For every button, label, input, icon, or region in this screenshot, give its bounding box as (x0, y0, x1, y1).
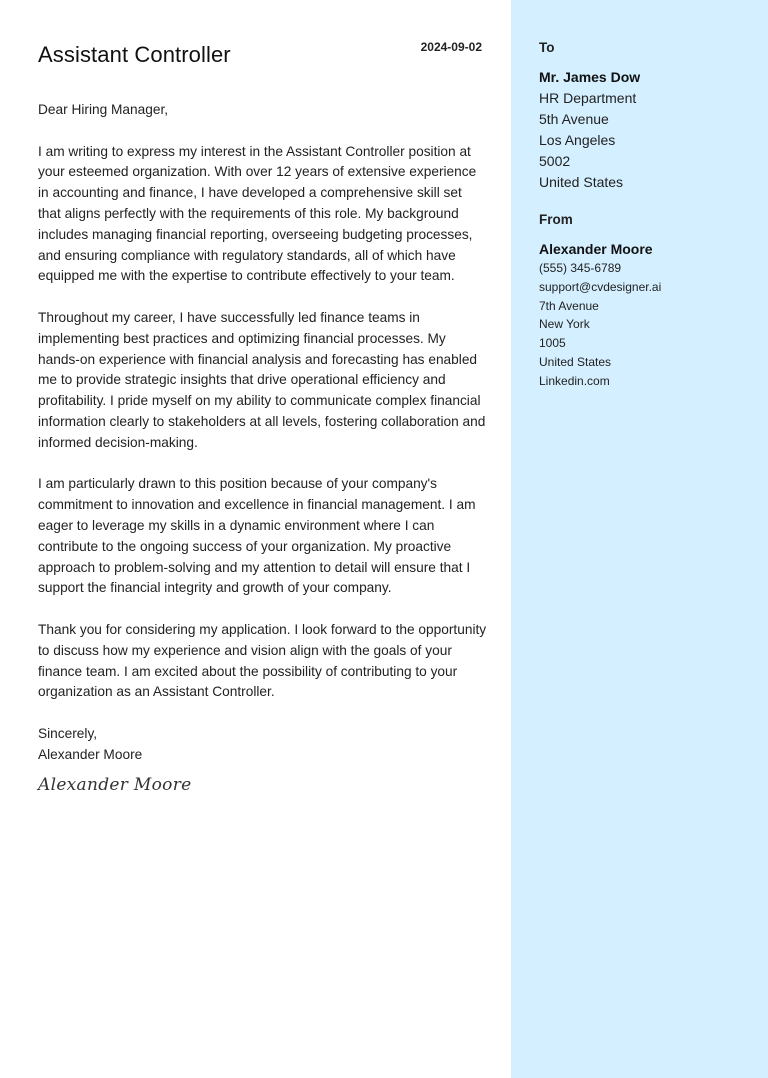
sender-heading: From (539, 212, 573, 227)
letter-body (38, 100, 488, 766)
recipient-address-line: 5th Avenue (539, 111, 609, 127)
sender-name: Alexander Moore (539, 241, 653, 257)
sender-address-line: 1005 (539, 336, 566, 351)
letter-date: 2024-09-02 (420, 40, 482, 54)
sender-linkedin: Linkedin.com (539, 373, 610, 388)
page-title: Assistant Controller (38, 42, 231, 67)
letter-greeting: Dear Hiring Manager, (38, 102, 169, 117)
sender-address-line: New York (539, 317, 590, 332)
recipient-address-line: United States (539, 174, 624, 190)
sender-email: support@cvdesigner.ai (539, 279, 662, 294)
sender-block (539, 212, 759, 391)
sender-address-line: 7th Avenue (539, 298, 599, 313)
recipient-address-line: HR Department (539, 90, 637, 106)
recipient-address-line: Los Angeles (539, 132, 616, 148)
recipient-heading: To (539, 40, 555, 55)
letter-closing: Sincerely, (38, 725, 98, 741)
recipient-address-line: 5002 (539, 153, 571, 169)
recipient-name: Mr. James Dow (539, 69, 641, 85)
sender-address-line: United States (539, 354, 612, 369)
letter-paragraph: I am particularly drawn to this position because of your company's commitment to innovation and excellence in financial management. I am eager to leverage my skills in a dynamic environment where I can contribute to the ongoing success of your organization. My proactive approach to problem-solving and my attention to detail will ensure that I support the financial integrity and growth of your company. (38, 476, 476, 596)
signature: Alexander Moore (38, 775, 192, 795)
letter-paragraph: I am writing to express my interest in the Assistant Controller position at your esteemed organization. With over 12 years of extensive experience in accounting and finance, I have developed a comprehensive skill set that aligns perfectly with the requirements of this role. My background includes managing financial reporting, overseeing budgeting processes, and ensuring compliance with regulatory standards, all of which have equipped me with the expertise to contribute effectively to your team. (38, 143, 477, 284)
letter-paragraph: Thank you for considering my application. I look forward to the opportunity to discuss how my experience and vision align with the goals of your finance team. I am excited about the possibility of contributing to your organization as an Assistant Controller. (38, 621, 487, 700)
sender-phone: (555) 345-6789 (539, 261, 622, 275)
letter-paragraph: Throughout my career, I have successfully led finance teams in implementing best practices and optimizing financial processes. My hands-on experience with financial analysis and forecasting has enabled me to provide strategic insights that drive operational efficiency and profitability. I pride myself on my ability to communicate complex financial information clearly to stakeholders at all levels, fostering collaboration and informed decision-making. (38, 309, 486, 450)
letter-closing-name: Alexander Moore (38, 746, 143, 762)
recipient-block (539, 40, 759, 193)
